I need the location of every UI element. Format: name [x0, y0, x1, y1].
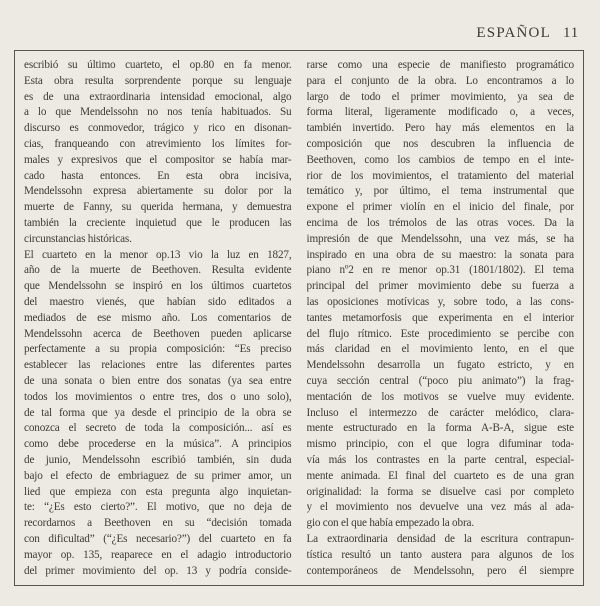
text-line: males y expresivos que el compositor se había mar-: [24, 153, 292, 166]
text-line: mente animada. El final del cuarteto es de una gran: [306, 469, 574, 482]
text-line: vía más los contrastes en la parte central, especial-: [306, 453, 574, 466]
text-line: tística resultó un tanto austera para algunos de los: [306, 548, 574, 561]
text-line: todos los movimientos o entre tres, dos o uno solo),: [24, 390, 292, 403]
text-line: gio con el que había empezado la obra.: [306, 517, 474, 530]
text-line: Beethoven, como los cambios de tempo en el inte-: [306, 153, 574, 166]
text-line: conozca el secreto de toda la composición... así es: [24, 422, 292, 435]
text-line: originalidad: la forma se disuelve casi por completo: [306, 485, 574, 498]
text-line: impresión de que Mendelssohn, una vez más, se ha: [306, 232, 574, 245]
text-line: mayor op. 135, reaparece en el adagio introductorio: [24, 548, 292, 561]
text-line: lied que empieza con esta pregunta algo inquietan-: [24, 485, 292, 498]
text-line: inspirado en una obra de su maestro: la sonata para: [306, 248, 574, 261]
text-line: de una sonata o bien entre dos sonatas (ya sea entre: [24, 374, 292, 387]
text-line: de junio, Mendelssohn escribió también, sin duda: [24, 453, 292, 466]
left-text-column: [24, 58, 292, 578]
text-line: más claridad en el movimiento lento, en el que: [306, 343, 574, 356]
page-number: 11: [562, 25, 579, 41]
text-line: cado hasta entonces. En esta obra incisiva,: [24, 169, 292, 182]
text-line: de tal forma que ya desde el principio de la obra se: [24, 406, 292, 419]
text-frame: [14, 50, 584, 586]
language-label: ESPAÑOL: [476, 25, 551, 41]
text-line: cias, franqueando con atrevimiento los límites for-: [24, 137, 292, 150]
text-line: Mendelssohn expresa abiertamente su dolor por la: [24, 185, 292, 198]
text-line: establecer las relaciones entre las diferentes partes: [24, 359, 292, 372]
text-line: mismo principio, con el que logra difuminar toda-: [306, 438, 574, 451]
text-line: muerte de Fanny, su querida hermana, y demuestra: [24, 201, 292, 214]
text-line: año de la muerte de Beethoven. Resulta evidente: [24, 264, 292, 277]
text-line: contemporáneos de Mendelssohn, pero él siempre: [306, 564, 574, 577]
text-line: encima de los trémolos de las otras voces. Da la: [306, 216, 574, 229]
text-line: mediados de ese mismo año. Los comentarios de: [24, 311, 292, 324]
text-line: para el conjunto de la obra. Lo encontramos a lo: [306, 74, 574, 87]
text-line: te: “¿Es esto cierto?”. El motivo, que no deja de: [24, 501, 292, 514]
text-line: también invertido. Pero hay más elementos en la: [306, 122, 574, 135]
text-line: La extraordinaria densidad de la escritura contrapun-: [306, 532, 574, 545]
text-line: del maestro vienés, que habían sido editados a: [24, 295, 292, 308]
text-line: forma literal, ligeramente modificado o, a veces,: [306, 106, 574, 119]
text-line: como debe procederse en la música”. A principios: [24, 438, 292, 451]
text-line: Incluso el intermezzo de carácter melódico, clara-: [306, 406, 574, 419]
page-header: [476, 25, 579, 42]
text-line: largo de todo el primer movimiento, ya sea de: [306, 90, 574, 103]
text-line: las oposiciones motívicas y, sobre todo, a las cons-: [306, 295, 574, 308]
text-line: bajo el efecto de embriaguez de su primer amor, un: [24, 469, 292, 482]
text-line: del primer movimiento del op. 13 y podría conside-: [24, 564, 292, 577]
text-line: mentación de los motivos se vuelve muy evidente.: [306, 390, 574, 403]
text-line: tantes metamorfosis que experimenta en el interior: [306, 311, 574, 324]
text-line: composición que nos descubren la influencia de: [306, 137, 574, 150]
text-line: y el movimiento nos devuelve una vez más al ada-: [306, 501, 574, 514]
text-line: Mendelssohn desarrolla un fugato estricto, y en: [306, 359, 574, 372]
text-line: principal del primer movimiento debe su fuerza a: [306, 280, 574, 293]
text-line: Esta obra resulta sorprendente porque su lenguaje: [24, 74, 292, 87]
text-line: recordarnos a Beethoven en su “decisión tomada: [24, 517, 292, 530]
text-line: perfectamente a su propia composición: “Es preciso: [24, 343, 292, 356]
text-line: piano nº2 en re menor op.31 (1801/1802). El tema: [306, 264, 574, 277]
text-line: circunstancias históricas.: [24, 232, 132, 245]
text-line: a lo que Mendelssohn no nos tenía habituados. Su: [24, 106, 292, 119]
text-line: rarse como una especie de manifiesto programático: [306, 59, 574, 71]
right-text-column: [307, 58, 575, 578]
text-line: El cuarteto en la menor op.13 vio la luz en 1827,: [24, 248, 292, 261]
text-line: temático y, por último, el tema instrumental que: [306, 185, 574, 198]
text-line: rior de los movimientos, el tratamiento del material: [306, 169, 574, 182]
text-line: discurso es conmovedor, trágico y rico en disonan-: [24, 122, 292, 135]
text-line: Mendelssohn acerca de Beethoven pueden aplicarse: [24, 327, 292, 340]
text-line: mente estructurado en la forma A-B-A, sigue este: [306, 422, 574, 435]
text-line: del flujo rítmico. Este procedimiento se percibe con: [306, 327, 574, 340]
text-line: que Mendelssohn se inspiró en los últimos cuartetos: [24, 280, 292, 293]
text-line: cuya sección central (“poco piu animato”) la frag-: [306, 374, 574, 387]
text-line: también la creciente inquietud que le producen las: [24, 216, 292, 229]
text-line: con dificultad” (“¿Es necesario?”) del cuarteto en fa: [24, 532, 292, 545]
text-line: expone el primer violín en el inicio del finale, por: [306, 201, 574, 214]
text-line: es de una extraordinaria intensidad emocional, algo: [24, 90, 292, 103]
text-line: escribió su último cuarteto, el op.80 en fa menor.: [24, 59, 292, 71]
